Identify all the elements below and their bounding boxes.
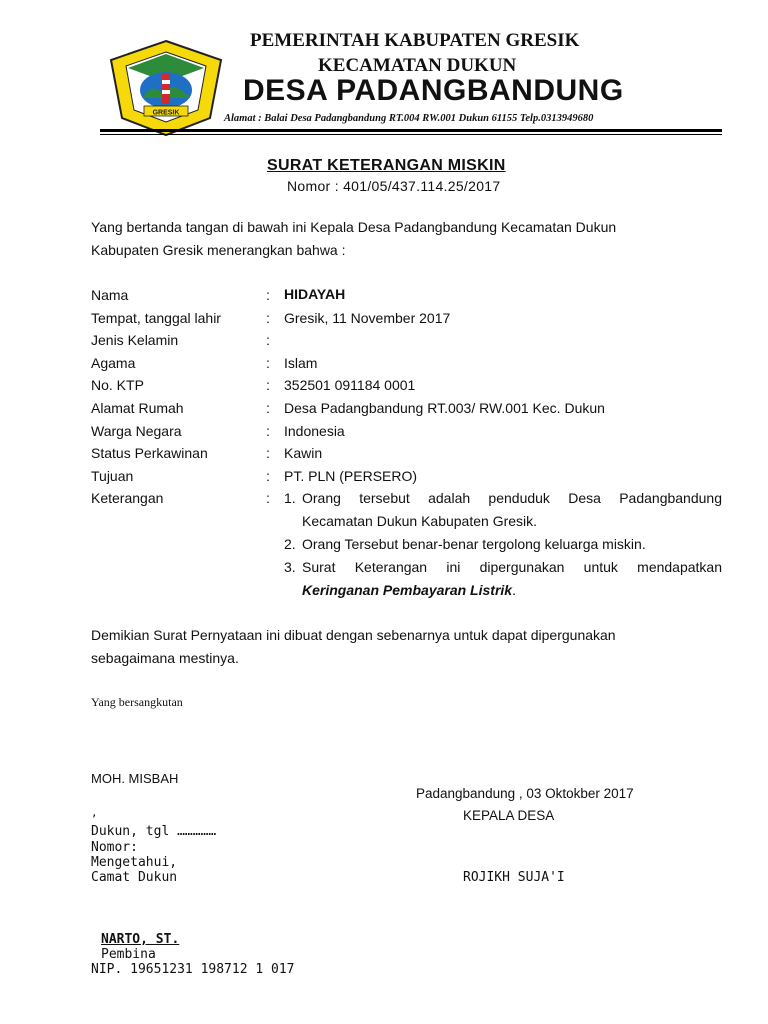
kepala-desa-title: KEPALA DESA [463, 808, 555, 823]
field-colon: : [266, 332, 270, 348]
field-label-nama: Nama [91, 287, 129, 303]
field-label-alamat: Alamat Rumah [91, 400, 184, 416]
letter-title: SURAT KETERANGAN MISKIN [267, 157, 506, 174]
field-colon: : [266, 377, 270, 393]
field-value-alamat: Desa Padangbandung RT.003/ RW.001 Kec. Dukun [284, 400, 605, 416]
resident-name: MOH. MISBAH [91, 771, 179, 786]
field-value-nama: HIDAYAH [284, 286, 346, 302]
field-label-ttl: Tempat, tanggal lahir [91, 310, 221, 326]
field-colon: : [266, 287, 270, 303]
yang-bersangkutan-label: Yang bersangkutan [91, 695, 183, 709]
field-label-status: Status Perkawinan [91, 445, 208, 461]
closing-line1: Demikian Surat Pernyataan ini dibuat dengan sebenarnya untuk dapat dipergunakan [91, 627, 616, 643]
camat-rank: Pembina [101, 947, 156, 962]
field-value-agama: Islam [284, 355, 318, 371]
place-date: Padangbandung , 03 Oktokber 2017 [416, 786, 634, 801]
keterangan-period: . [512, 582, 516, 598]
field-label-jenis-kelamin: Jenis Kelamin [91, 332, 179, 348]
field-value-status: Kawin [284, 445, 323, 461]
keterangan-item1-line1: Orang tersebut adalah penduduk Desa Padangbandung [302, 490, 722, 506]
intro-line2: Kabupaten Gresik menerangkan bahwa : [91, 242, 346, 258]
header-line2: KECAMATAN DUKUN [318, 55, 517, 76]
field-label-tujuan: Tujuan [91, 468, 134, 484]
field-colon: : [266, 490, 270, 506]
letter-number: Nomor : 401/05/437.114.25/2017 [287, 178, 501, 194]
header-rule-thick [100, 129, 722, 132]
gresik-logo [106, 38, 226, 138]
field-colon: : [266, 400, 270, 416]
camat-name: NARTO, ST. [101, 932, 180, 947]
keterangan-item1-line2: Kecamatan Dukun Kabupaten Gresik. [302, 513, 538, 529]
list-number: 3. [284, 559, 296, 575]
field-label-agama: Agama [91, 355, 136, 371]
field-colon: : [266, 310, 270, 326]
closing-line2: sebagaimana mestinya. [91, 650, 239, 666]
header-line1: PEMERINTAH KABUPATEN GRESIK [250, 30, 580, 51]
camat-nip: NIP. 19651231 198712 1 017 [91, 962, 295, 977]
stray-comma: , [91, 806, 98, 819]
field-value-warga-negara: Indonesia [284, 423, 345, 439]
camat-title: Camat Dukun [91, 870, 178, 885]
field-colon: : [266, 468, 270, 484]
field-colon: : [266, 445, 270, 461]
field-value-ktp: 352501 091184 0001 [284, 377, 416, 393]
field-colon: : [266, 355, 270, 371]
field-label-ktp: No. KTP [91, 377, 144, 393]
field-label-warga-negara: Warga Negara [91, 423, 182, 439]
field-label-keterangan: Keterangan [91, 490, 164, 506]
field-colon: : [266, 423, 270, 439]
list-number: 2. [284, 536, 296, 552]
header-village-name: DESA PADANGBANDUNG [243, 74, 624, 107]
logo-text: GRESIK [152, 109, 180, 117]
keterangan-emphasis: Keringanan Pembayaran Listrik [302, 582, 513, 598]
field-value-ttl: Gresik, 11 November 2017 [284, 310, 451, 326]
field-value-tujuan: PT. PLN (PERSERO) [284, 468, 418, 484]
keterangan-item3-line2 [302, 582, 516, 598]
list-number: 1. [284, 490, 296, 506]
dukun-date: Dukun, tgl …………… [91, 824, 217, 839]
header-address: Alamat : Balai Desa Padangbandung RT.004 RW.001 Dukun 61155 Telp.0313949680 [224, 113, 594, 124]
kepala-desa-name: ROJIKH SUJA'I [463, 870, 565, 885]
intro-line1: Yang bertanda tangan di bawah ini Kepala Desa Padangbandung Kecamatan Dukun [91, 219, 617, 235]
keterangan-item3-line1: Surat Keterangan ini dipergunakan untuk mendapatkan [302, 559, 722, 575]
keterangan-item2: Orang Tersebut benar-benar tergolong keluarga miskin. [302, 536, 646, 552]
camat-number: Nomor: [91, 840, 138, 855]
mengetahui-label: Mengetahui, [91, 855, 178, 870]
header-rule-thin [100, 134, 722, 135]
